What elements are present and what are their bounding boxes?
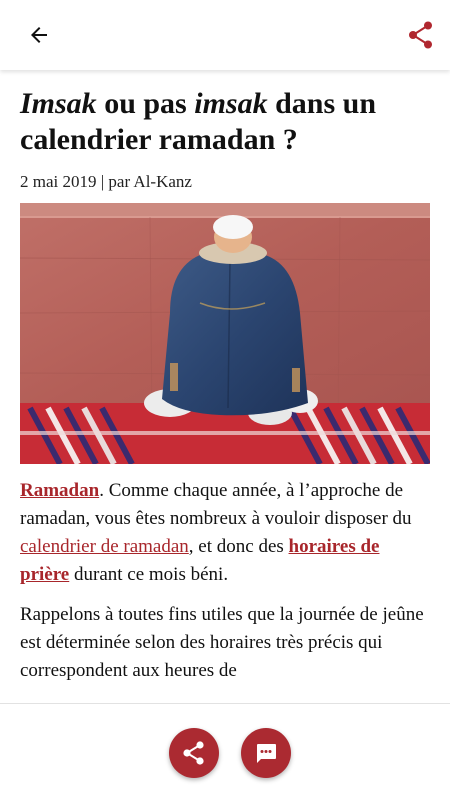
share-button[interactable] [404, 17, 438, 53]
paragraph-1-text-3: durant ce mois béni. [69, 564, 229, 585]
title-italic-2: imsak [194, 87, 268, 120]
man-praying-on-rug-image [20, 203, 430, 464]
share-icon [407, 20, 435, 50]
share-fab-button[interactable] [169, 728, 219, 778]
title-text-2: dans un calendrier ramadan ? [20, 87, 377, 156]
paragraph-1-text-2: , et donc des [188, 536, 289, 557]
arrow-left-icon [27, 23, 51, 47]
article-hero-image [20, 203, 430, 464]
article-content [0, 70, 450, 703]
app-bar [0, 0, 450, 70]
link-ramadan[interactable]: Ramadan [20, 480, 100, 501]
back-button[interactable] [22, 19, 56, 51]
link-calendrier-ramadan[interactable]: calendrier de ramadan [20, 536, 189, 557]
paragraph-1 [20, 477, 432, 589]
bottom-action-bar [0, 703, 450, 800]
title-italic-1: Imsak [20, 87, 97, 120]
share-icon [182, 740, 206, 766]
title-text-1: ou pas [96, 87, 195, 120]
article-body [20, 477, 432, 697]
comment-fab-button[interactable] [241, 728, 291, 778]
article-title [20, 86, 430, 158]
article-meta: 2 mai 2019 | par Al-Kanz [20, 172, 192, 191]
comment-icon [254, 741, 278, 765]
paragraph-1-text-1: . Comme chaque année, à l’approche de ramadan, vous êtes nombreux à vouloir disposer du [20, 480, 412, 529]
paragraph-2: Rappelons à toutes fins utiles que la journée de jeûne est déterminée selon des horaires très précis qui correspondent aux heures de [20, 604, 424, 681]
link-horaires-priere[interactable]: horaires de prière [20, 536, 380, 585]
